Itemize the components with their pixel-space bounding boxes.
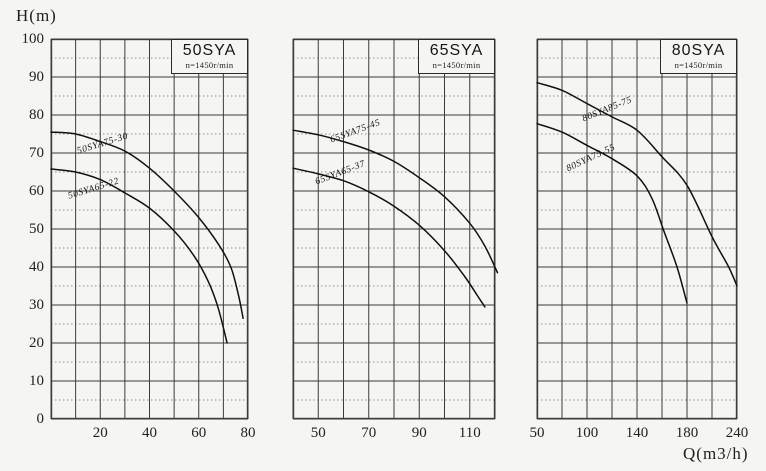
plot-panel-65sya bbox=[293, 39, 495, 419]
y-tick-label: 10 bbox=[29, 373, 44, 389]
panel-subtitle: n=1450r/min bbox=[432, 60, 481, 70]
y-tick-label: 40 bbox=[29, 259, 44, 275]
x-axis-title: Q(m3/h) bbox=[683, 444, 749, 463]
x-tick-label: 240 bbox=[725, 425, 749, 441]
panel-title: 65SYA bbox=[429, 42, 484, 59]
curve-label: 50SYA75-30 bbox=[76, 131, 130, 157]
panel-subtitle: n=1450r/min bbox=[185, 60, 234, 70]
plot-panel-80sya bbox=[537, 39, 737, 419]
x-tick-label: 140 bbox=[625, 425, 649, 441]
y-tick-label: 60 bbox=[29, 183, 44, 199]
curve-label: 65SYA65-37 bbox=[314, 159, 367, 188]
panel-header-box bbox=[418, 39, 495, 74]
curve-50sya75-30 bbox=[51, 132, 243, 318]
x-tick-label: 50 bbox=[310, 425, 326, 441]
plot-panel-50sya bbox=[51, 39, 248, 419]
grid-and-curves bbox=[537, 39, 737, 419]
curve-label: 80SYA85-75 bbox=[581, 95, 634, 125]
panel-subtitle: n=1450r/min bbox=[674, 60, 723, 70]
x-tick-label: 90 bbox=[411, 425, 427, 441]
y-tick-label: 30 bbox=[29, 297, 44, 313]
x-tick-label: 20 bbox=[92, 425, 108, 441]
y-tick-label: 50 bbox=[29, 221, 44, 237]
curve-65sya75-45 bbox=[293, 130, 498, 273]
x-tick-label: 60 bbox=[191, 425, 207, 441]
panel-title: 50SYA bbox=[182, 42, 237, 59]
y-tick-label: 100 bbox=[21, 31, 44, 47]
x-tick-label: 70 bbox=[361, 425, 377, 441]
x-tick-label: 40 bbox=[142, 425, 157, 441]
panel-header-box bbox=[171, 39, 248, 74]
y-tick-label: 20 bbox=[29, 335, 44, 351]
y-tick-label: 90 bbox=[29, 69, 44, 85]
x-tick-label: 80 bbox=[240, 425, 256, 441]
y-tick-label: 0 bbox=[36, 411, 44, 427]
grid-and-curves bbox=[51, 39, 248, 419]
grid-and-curves bbox=[293, 39, 495, 419]
y-axis-title: H(m) bbox=[16, 6, 57, 25]
curve-label: 80SYA75-55 bbox=[565, 142, 618, 175]
x-tick-label: 50 bbox=[529, 425, 545, 441]
curve-label: 65SYA75-45 bbox=[329, 117, 383, 146]
y-tick-label: 70 bbox=[29, 145, 44, 161]
panel-title: 80SYA bbox=[671, 42, 726, 59]
x-tick-label: 180 bbox=[675, 425, 699, 441]
x-tick-label: 110 bbox=[458, 425, 481, 441]
y-tick-label: 80 bbox=[29, 107, 44, 123]
curve-label: 50SYA65-22 bbox=[67, 176, 121, 202]
x-tick-label: 100 bbox=[575, 425, 599, 441]
panel-header-box bbox=[660, 39, 737, 74]
